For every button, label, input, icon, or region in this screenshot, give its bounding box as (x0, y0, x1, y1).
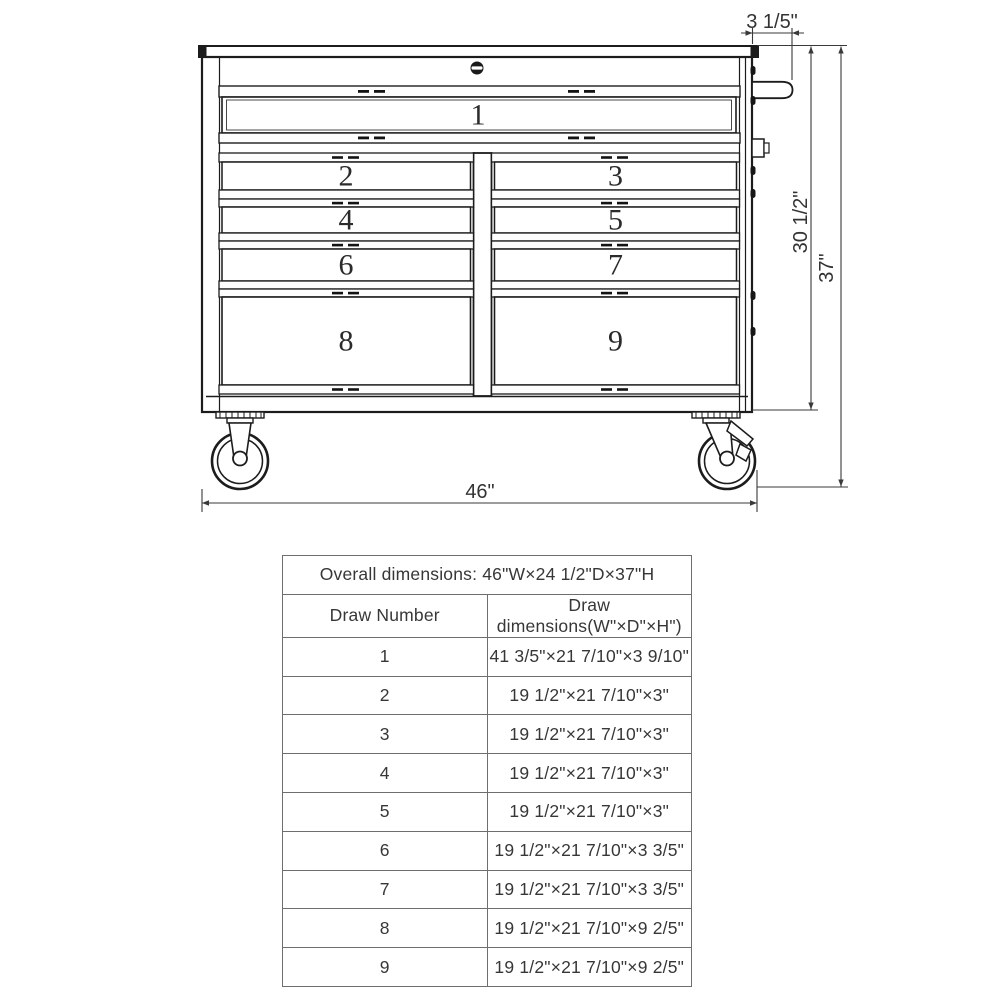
drawer-dimensions-cell: 19 1/2"×21 7/10"×9 2/5" (487, 909, 692, 948)
table-header-row (283, 594, 692, 637)
drawer-2-label: 2 (338, 159, 354, 193)
drawer-9-label: 9 (608, 324, 623, 358)
drawer-3-label: 3 (608, 159, 623, 193)
table-row (283, 948, 692, 987)
table-row (283, 870, 692, 909)
drawer-number-cell: 8 (283, 909, 488, 948)
drawer-dimensions-cell: 19 1/2"×21 7/10"×3" (487, 792, 692, 831)
table-row (283, 909, 692, 948)
drawer-number-cell: 4 (283, 754, 488, 793)
drawer-8-label: 8 (338, 324, 354, 358)
drawer-dimensions-cell: 19 1/2"×21 7/10"×3 3/5" (487, 831, 692, 870)
header-draw-number: Draw Number (283, 594, 488, 637)
table-row (283, 637, 692, 676)
overall-dimensions-title: Overall dimensions: 46"W×24 1/2"D×37"H (283, 556, 692, 595)
side-bracket-icon (752, 139, 769, 157)
lip-end-cap-right (751, 47, 758, 57)
drawer-number-cell: 5 (283, 792, 488, 831)
center-divider (474, 153, 492, 396)
drawer-dimensions-cell: 41 3/5"×21 7/10"×3 9/10" (487, 637, 692, 676)
lock-icon (471, 62, 484, 75)
dimension-body-height-label: 30 1/2" (790, 190, 812, 254)
drawer-number-cell: 9 (283, 948, 488, 987)
drawer-number-cell: 3 (283, 715, 488, 754)
drawer-6-label: 6 (338, 248, 354, 282)
cabinet-top-lip (199, 46, 758, 57)
drawer-number-cell: 7 (283, 870, 488, 909)
table-row (283, 676, 692, 715)
drawer-dimensions-table (282, 555, 692, 987)
drawer-number-cell: 1 (283, 637, 488, 676)
dimension-total-height-label: 37" (816, 253, 838, 283)
drawer-dimensions-cell: 19 1/2"×21 7/10"×3 3/5" (487, 870, 692, 909)
table-row (283, 715, 692, 754)
table-row (283, 754, 692, 793)
drawer-dimensions-cell: 19 1/2"×21 7/10"×3" (487, 676, 692, 715)
drawer-7-label: 7 (608, 248, 623, 282)
drawer-dimensions-cell: 19 1/2"×21 7/10"×3" (487, 715, 692, 754)
drawer-dimensions-cell: 19 1/2"×21 7/10"×9 2/5" (487, 948, 692, 987)
table-row (283, 831, 692, 870)
drawer-5-label: 5 (608, 203, 623, 237)
drawer-1-label: 1 (470, 98, 486, 132)
side-handle-icon (752, 82, 793, 98)
drawer-number-cell: 2 (283, 676, 488, 715)
cabinet-body (199, 46, 793, 412)
dimension-width-label: 46" (465, 481, 495, 503)
header-draw-dimensions: Draw dimensions(W"×D"×H") (487, 594, 692, 637)
lip-end-cap-left (200, 47, 207, 57)
table-row (283, 792, 692, 831)
table-title-row (283, 556, 692, 595)
caster-wheel-right-icon (692, 412, 755, 489)
drawer-number-cell: 6 (283, 831, 488, 870)
caster-wheel-left-icon (212, 412, 268, 489)
drawer-dimensions-cell: 19 1/2"×21 7/10"×3" (487, 754, 692, 793)
dimension-handle-depth-label: 3 1/5" (746, 11, 798, 33)
drawer-4-label: 4 (338, 203, 354, 237)
